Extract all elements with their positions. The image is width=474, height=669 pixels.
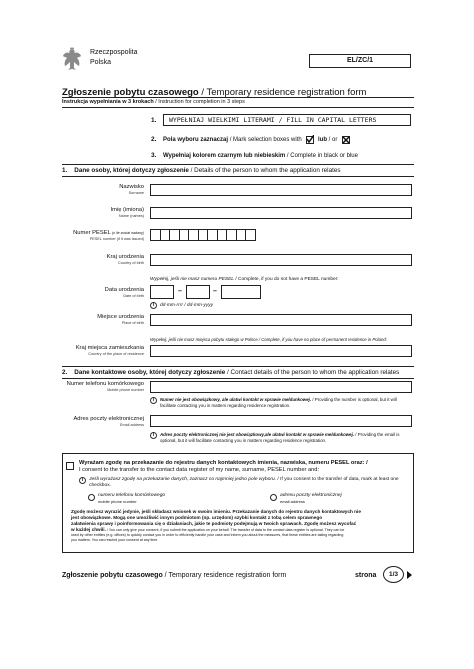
dob-separator: – (178, 288, 182, 295)
title-divider (62, 97, 414, 98)
birth-country-label: Kraj urodzenia Country of birth (106, 254, 144, 265)
dob-year-field[interactable] (221, 285, 261, 299)
step-3-number: 3. (151, 152, 157, 159)
consent-checkbox[interactable] (66, 462, 74, 470)
instructions-heading: Instrukcja wypełniania w 3 krokach / Instruction for completion in 3 steps (62, 99, 245, 105)
page-number: 1/3 (383, 566, 404, 583)
polish-eagle-emblem-icon (61, 46, 83, 72)
section-2-top-rule (62, 366, 414, 367)
section-1-top-rule (62, 164, 414, 165)
footer-title: Zgłoszenie pobytu czasowego / Temporary residence registration form (62, 572, 287, 579)
dob-month-field[interactable] (186, 285, 210, 299)
form-title-pl: Zgłoszenie pobytu czasowego (62, 87, 199, 98)
surname-label: Nazwisko Surname (119, 184, 144, 195)
cross-example-icon (342, 136, 350, 144)
birth-place-label: Miejsce urodzenia Place of birth (97, 314, 144, 325)
section-2-heading: 2. Dane kontaktowe osoby, której dotyczy zgłoszenie / Contact details of the person to whom the application relates (62, 369, 400, 376)
section-2-bottom-rule (62, 378, 414, 379)
consent-explanation: Zgodę możesz wyrazić jedynie, jeśli składasz wniosek w swoim imieniu. Przekazanie danych do rejestru danych kontaktowych nie jest obowiązkowe. Mogą one umożliwić innym podmiotom (np. urzędom) szybki kontakt z tobą celem sprawnego załatwienia sprawy i poinformowania cię o działaniach, jakie te podmioty podejmują w twoich sprawach. Zgodę możesz wycofać w każdej chwili. / You can only give your consent, if you submit the application on your behalf. The transfer of data to the contact data register is optional. They can be used by other entities (e.g. offices) to quickly contact you in order to efficiently handle your case and inform you about the measures, that these entities are taking regarding you matters. You can rescind your consent at any time. (71, 509, 361, 542)
dob-separator: – (213, 288, 217, 295)
pesel-field[interactable] (150, 229, 255, 241)
residence-country-label: Kraj miejsca zamieszkania Country of the place of residence (75, 345, 144, 356)
birth-country-field[interactable] (150, 254, 412, 266)
consent-email-option[interactable] (270, 494, 277, 501)
checkmark-example-icon (306, 136, 314, 144)
form-title-en: / Temporary residence registration form (198, 87, 367, 98)
pesel-label: Numer PESEL (o ile został nadany) PESEL number (if it was issued) (73, 230, 144, 241)
step-2-number: 2. (151, 136, 157, 143)
page-label: strona (355, 572, 377, 579)
email-label: Adres poczty elektronicznej Email address (73, 416, 144, 427)
brand-line-1: Rzeczpospolita (90, 49, 138, 56)
dob-label: Data urodzenia Date of birth (104, 287, 144, 298)
birth-place-field[interactable] (150, 314, 412, 326)
step-2-text: Pola wyboru zaznaczaj / Mark selection boxes with (163, 137, 302, 143)
surname-field[interactable] (150, 184, 412, 196)
no-permanent-residence-note: Wypełnij, jeśli nie masz miejsca pobytu stałego w Polsce / Complete, if you have no place of permanent residence in Poland: (150, 337, 387, 342)
consent-email-label: adresu poczty elektronicznej email address (280, 493, 342, 505)
section-1-bottom-rule (62, 176, 414, 177)
no-pesel-note: Wypełnij, jeśli nie masz numeru PESEL / Complete, if you do not have a PESEL number: (150, 277, 339, 282)
form-code: EL/ZC/1 (309, 54, 411, 68)
date-format-hint: dd-mm-rrrr / dd-mm-yyyy (160, 303, 214, 308)
names-field[interactable] (150, 207, 412, 219)
capital-letters-example: WYPEŁNIAJ WIELKIMI LITERAMI / FILL IN CAPITAL LETTERS (163, 114, 411, 126)
consent-choose-hint: Jeśli wyrażasz zgodę na przekazanie danych, zaznacz co najmniej jedno pole wyboru. / If you consent to the transfer of data, mark at least one checkbox. (89, 477, 399, 489)
email-field[interactable] (150, 415, 412, 427)
section-1-heading: 1. Dane osoby, której dotyczy zgłoszenie / Details of the person to whom the application relates (62, 167, 341, 174)
info-icon: i (150, 397, 157, 404)
brand-line-2: Polska (90, 59, 112, 66)
pesel-digit[interactable] (245, 229, 256, 241)
names-label: Imię (imiona) Name (names) (110, 207, 144, 218)
phone-label: Numer telefonu komórkowego Mobile phone number (66, 381, 144, 392)
consent-phone-option[interactable] (88, 494, 95, 501)
step-1-number: 1. (151, 117, 157, 124)
info-icon: i (150, 432, 157, 439)
dob-day-field[interactable] (150, 285, 174, 299)
info-icon: i (150, 302, 157, 309)
phone-field[interactable] (150, 381, 412, 393)
phone-note: Numer nie jest obowiązkowy, ale ułatwi kontakt w sprawie meldunkowej. / Providing the number is optional, but it will facilitate contacting you in matters regarding residence registration. (160, 397, 397, 408)
info-icon: i (79, 477, 86, 484)
residence-country-field[interactable] (150, 345, 412, 357)
step-2-or: lub / or (318, 137, 338, 143)
next-page-arrow-icon[interactable] (407, 571, 412, 579)
instructions-divider (62, 107, 414, 108)
brand-name (90, 48, 137, 68)
consent-heading: Wyrażam zgodę na przekazanie do rejestru danych kontaktowych imienia, nazwiska, numeru PESEL oraz: / I consent to the transfer to the contact data register of my name, surname, PESEL number and: (79, 460, 368, 473)
consent-phone-label: numeru telefonu komórkowego mobile phone number (98, 493, 166, 505)
step-3-text: Wypełniaj kolorem czarnym lub niebieskim / Complete in black or blue (163, 153, 358, 159)
email-note: Adres poczty elektronicznej nie jest obowiązkowy,ale ułatwi kontakt w sprawie meldunkowej. / Providing the email is optional, but it will facilitate contacting you in matters regarding residence registration. (160, 432, 400, 443)
